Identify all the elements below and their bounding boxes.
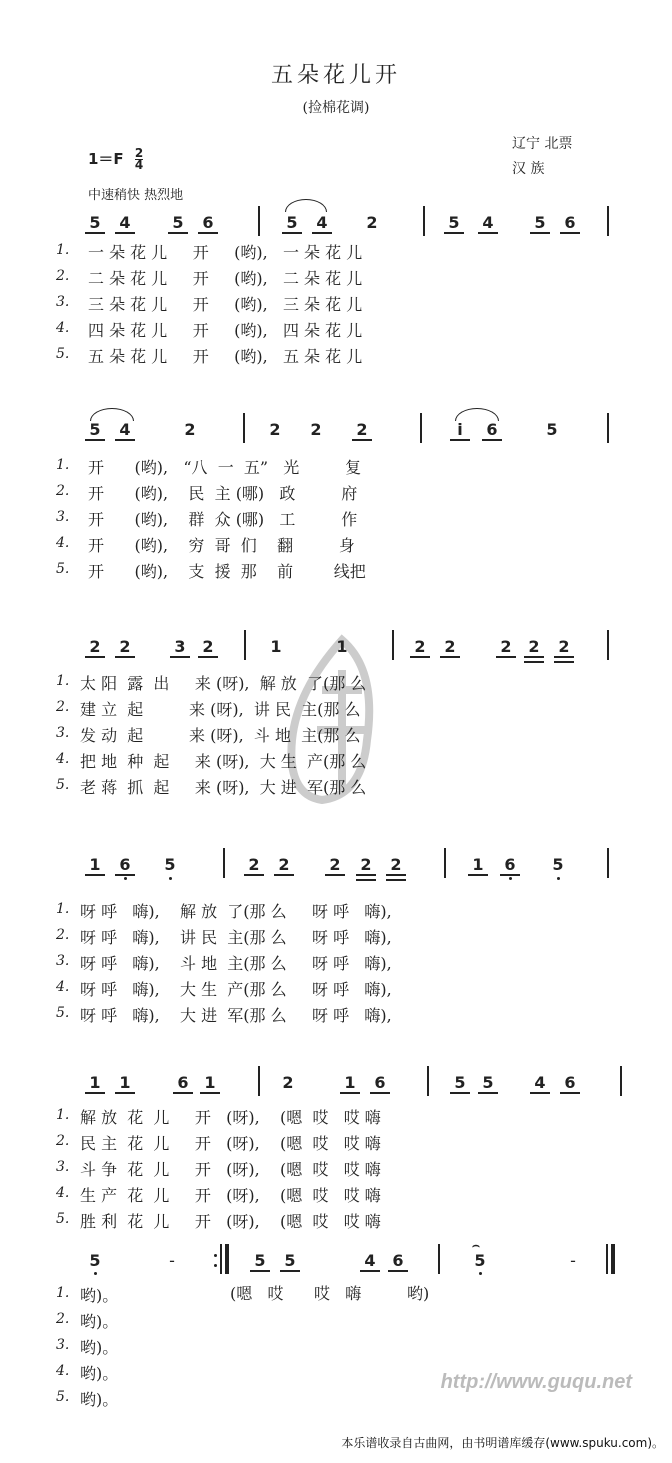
note: 6: [198, 213, 218, 234]
verse-number: 4.: [56, 1363, 70, 1379]
origin: 辽宁 北票: [512, 136, 573, 152]
note: 2: [325, 855, 345, 876]
note: 1: [336, 637, 348, 656]
note: 2: [85, 637, 105, 658]
verse-number: 3.: [56, 509, 70, 525]
note: 1: [270, 637, 282, 656]
barline: [438, 1244, 440, 1274]
note: i: [450, 420, 470, 441]
verse-number: 3.: [56, 1159, 70, 1175]
verse-number: 3.: [56, 1337, 70, 1353]
note: 2: [269, 420, 281, 439]
key-signature: [88, 148, 143, 171]
lower-octave-dot: [557, 877, 560, 880]
note: 5: [282, 213, 302, 234]
note: 5: [546, 420, 558, 439]
note: 2: [310, 420, 322, 439]
note: 6: [500, 855, 520, 876]
verse-number: 4.: [56, 751, 70, 767]
song-title: 五朵花儿开: [270, 63, 401, 88]
dash: -: [169, 1251, 175, 1270]
lyric-line: 生 产 花 儿 开 (呀), (嗯 哎 哎 嗨: [80, 1186, 381, 1205]
lyric-line: 开 (哟), “八 一 五” 光 复: [88, 458, 362, 477]
lyric-line: 呀 呼 嗨), 斗 地 主(那 么 呀 呼 嗨),: [80, 954, 392, 973]
lyric-line: 哟)。: [80, 1364, 119, 1383]
note: 2: [524, 637, 544, 658]
note: 2: [386, 855, 406, 876]
barline: [244, 630, 246, 660]
barline: [444, 848, 446, 878]
ethnicity: 汉 族: [512, 161, 545, 177]
watermark-url: http://www.guqu.net: [440, 1371, 632, 1393]
lower-octave-dot: [479, 1272, 482, 1275]
refrain-line: (嗯 哎 哎 嗨 哟): [230, 1284, 430, 1303]
note: 6: [173, 1073, 193, 1094]
note: 6: [482, 420, 502, 441]
barline: [258, 1066, 260, 1096]
verse-number: 1.: [56, 242, 70, 258]
barline: [258, 206, 260, 236]
verse-number: 2.: [56, 927, 70, 943]
lyric-line: 发 动 起 来 (呀), 斗 地 主(那 么: [80, 726, 361, 745]
lyric-line: 胜 利 花 儿 开 (呀), (嗯 哎 哎 嗨: [80, 1212, 381, 1231]
barline: [607, 848, 609, 878]
note: 4: [360, 1251, 380, 1272]
lyric-line: 老 蒋 抓 起 来 (呀), 大 进 军(那 么: [80, 778, 367, 797]
lyric-line: 五 朵 花 儿 开 (哟), 五 朵 花 儿: [88, 347, 363, 366]
note: 6: [388, 1251, 408, 1272]
repeat-dot: [214, 1254, 217, 1257]
verse-number: 2.: [56, 1133, 70, 1149]
lower-octave-dot: [169, 877, 172, 880]
note: 5: [280, 1251, 300, 1272]
note: 2: [282, 1073, 294, 1092]
lyric-line: 建 立 起 来 (呀), 讲 民 主(那 么: [80, 700, 361, 719]
verse-number: 2.: [56, 1311, 70, 1327]
lyric-line: 呀 呼 嗨), 大 进 军(那 么 呀 呼 嗨),: [80, 1006, 392, 1025]
note: 5: [85, 213, 105, 234]
barline: [620, 1066, 622, 1096]
repeat-dot: [214, 1264, 217, 1267]
verse-number: 5.: [56, 1211, 70, 1227]
note: 5: [85, 420, 105, 441]
barline: [220, 1244, 222, 1274]
verse-number: 4.: [56, 1185, 70, 1201]
lyric-line: 一 朵 花 儿 开 (哟), 一 朵 花 儿: [88, 243, 363, 262]
verse-number: 3.: [56, 953, 70, 969]
note: 2: [184, 420, 196, 439]
note: 6: [115, 855, 135, 876]
verse-number: 1.: [56, 457, 70, 473]
barline: [420, 413, 422, 443]
barline: [392, 630, 394, 660]
barline: [607, 206, 609, 236]
lyric-line: 开 (哟), 穷 哥 们 翻 身: [88, 536, 355, 555]
time-signature: [135, 148, 143, 171]
song-subtitle: (捡棉花调): [302, 100, 370, 116]
verse-number: 2.: [56, 483, 70, 499]
lower-octave-dot: [509, 877, 512, 880]
key-label: 1＝F: [88, 150, 124, 168]
lyric-line: 哟)。: [80, 1286, 119, 1305]
note: 5: [168, 213, 188, 234]
note: 2: [244, 855, 264, 876]
note: 2: [274, 855, 294, 876]
time-top: 2: [134, 146, 144, 160]
note: 2: [115, 637, 135, 658]
lyric-line: 呀 呼 嗨), 解 放 了(那 么 呀 呼 嗨),: [80, 902, 392, 921]
time-bottom: 4: [134, 158, 144, 172]
lyric-line: 开 (哟), 支 援 那 前 线把: [88, 562, 366, 581]
note: 3: [170, 637, 190, 658]
verse-number: 3.: [56, 294, 70, 310]
note: 5: [444, 213, 464, 234]
final-barline: [611, 1244, 615, 1274]
verse-number: 2.: [56, 268, 70, 284]
note: 1: [85, 855, 105, 876]
note: 2: [198, 637, 218, 658]
verse-number: 5.: [56, 777, 70, 793]
lyric-line: 太 阳 露 出 来 (呀), 解 放 了(那 么: [80, 674, 367, 693]
verse-number: 1.: [56, 673, 70, 689]
verse-number: 5.: [56, 1389, 70, 1405]
note: 6: [370, 1073, 390, 1094]
note: 6: [560, 213, 580, 234]
fermata-icon: ⌢: [472, 1238, 480, 1252]
tempo-marking: 中速稍快 热烈地: [88, 188, 184, 203]
verse-number: 5.: [56, 1005, 70, 1021]
note: 5: [250, 1251, 270, 1272]
dash: -: [570, 1251, 576, 1270]
note: 5: [89, 1251, 101, 1270]
lyric-line: 二 朵 花 儿 开 (哟), 二 朵 花 儿: [88, 269, 363, 288]
verse-number: 5.: [56, 561, 70, 577]
note: 1: [115, 1073, 135, 1094]
note: 4: [478, 213, 498, 234]
lyric-line: 哟)。: [80, 1338, 119, 1357]
note: 6: [560, 1073, 580, 1094]
verse-number: 1.: [56, 1107, 70, 1123]
verse-number: 1.: [56, 1285, 70, 1301]
barline: [607, 413, 609, 443]
lyric-line: 把 地 种 起 来 (呀), 大 生 产(那 么: [80, 752, 367, 771]
note: 2: [440, 637, 460, 658]
barline: [606, 1244, 608, 1274]
note: 4: [530, 1073, 550, 1094]
slur: [285, 199, 327, 212]
verse-number: 3.: [56, 725, 70, 741]
note: 1: [85, 1073, 105, 1094]
lyric-line: 哟)。: [80, 1312, 119, 1331]
barline: [607, 630, 609, 660]
note: 2: [496, 637, 516, 658]
verse-number: 2.: [56, 699, 70, 715]
barline: [223, 848, 225, 878]
verse-number: 5.: [56, 346, 70, 362]
note: 2: [410, 637, 430, 658]
note: 4: [115, 420, 135, 441]
note: 5: [478, 1073, 498, 1094]
barline: [427, 1066, 429, 1096]
note: 5: [164, 855, 176, 874]
note: 5: [474, 1251, 486, 1270]
verse-number: 4.: [56, 320, 70, 336]
note: 1: [340, 1073, 360, 1094]
barline: [243, 413, 245, 443]
lyric-line: 哟)。: [80, 1390, 119, 1409]
note: 1: [200, 1073, 220, 1094]
footer-note: 本乐谱收录自古曲网，由书明谱库缓存(www.spuku.com)。: [341, 1436, 664, 1450]
lyric-line: 四 朵 花 儿 开 (哟), 四 朵 花 儿: [88, 321, 363, 340]
note: 2: [356, 855, 376, 876]
lower-octave-dot: [124, 877, 127, 880]
note: 4: [115, 213, 135, 234]
note: 5: [450, 1073, 470, 1094]
lyric-line: 呀 呼 嗨), 讲 民 主(那 么 呀 呼 嗨),: [80, 928, 392, 947]
lyric-line: 斗 争 花 儿 开 (呀), (嗯 哎 哎 嗨: [80, 1160, 381, 1179]
barline: [423, 206, 425, 236]
verse-number: 4.: [56, 979, 70, 995]
lower-octave-dot: [94, 1272, 97, 1275]
note: 1: [468, 855, 488, 876]
lyric-line: 呀 呼 嗨), 大 生 产(那 么 呀 呼 嗨),: [80, 980, 392, 999]
lyric-line: 开 (哟), 民 主 (哪) 政 府: [88, 484, 358, 503]
lyric-line: 三 朵 花 儿 开 (哟), 三 朵 花 儿: [88, 295, 363, 314]
repeat-barline: [225, 1244, 229, 1274]
lyric-line: 开 (哟), 群 众 (哪) 工 作: [88, 510, 358, 529]
note: 4: [312, 213, 332, 234]
lyric-line: 民 主 花 儿 开 (呀), (嗯 哎 哎 嗨: [80, 1134, 381, 1153]
note: 2: [366, 213, 378, 232]
verse-number: 1.: [56, 901, 70, 917]
verse-number: 4.: [56, 535, 70, 551]
note: 5: [530, 213, 550, 234]
note: 2: [554, 637, 574, 658]
lyric-line: 解 放 花 儿 开 (呀), (嗯 哎 哎 嗨: [80, 1108, 381, 1127]
note: 5: [552, 855, 564, 874]
note: 2: [352, 420, 372, 441]
